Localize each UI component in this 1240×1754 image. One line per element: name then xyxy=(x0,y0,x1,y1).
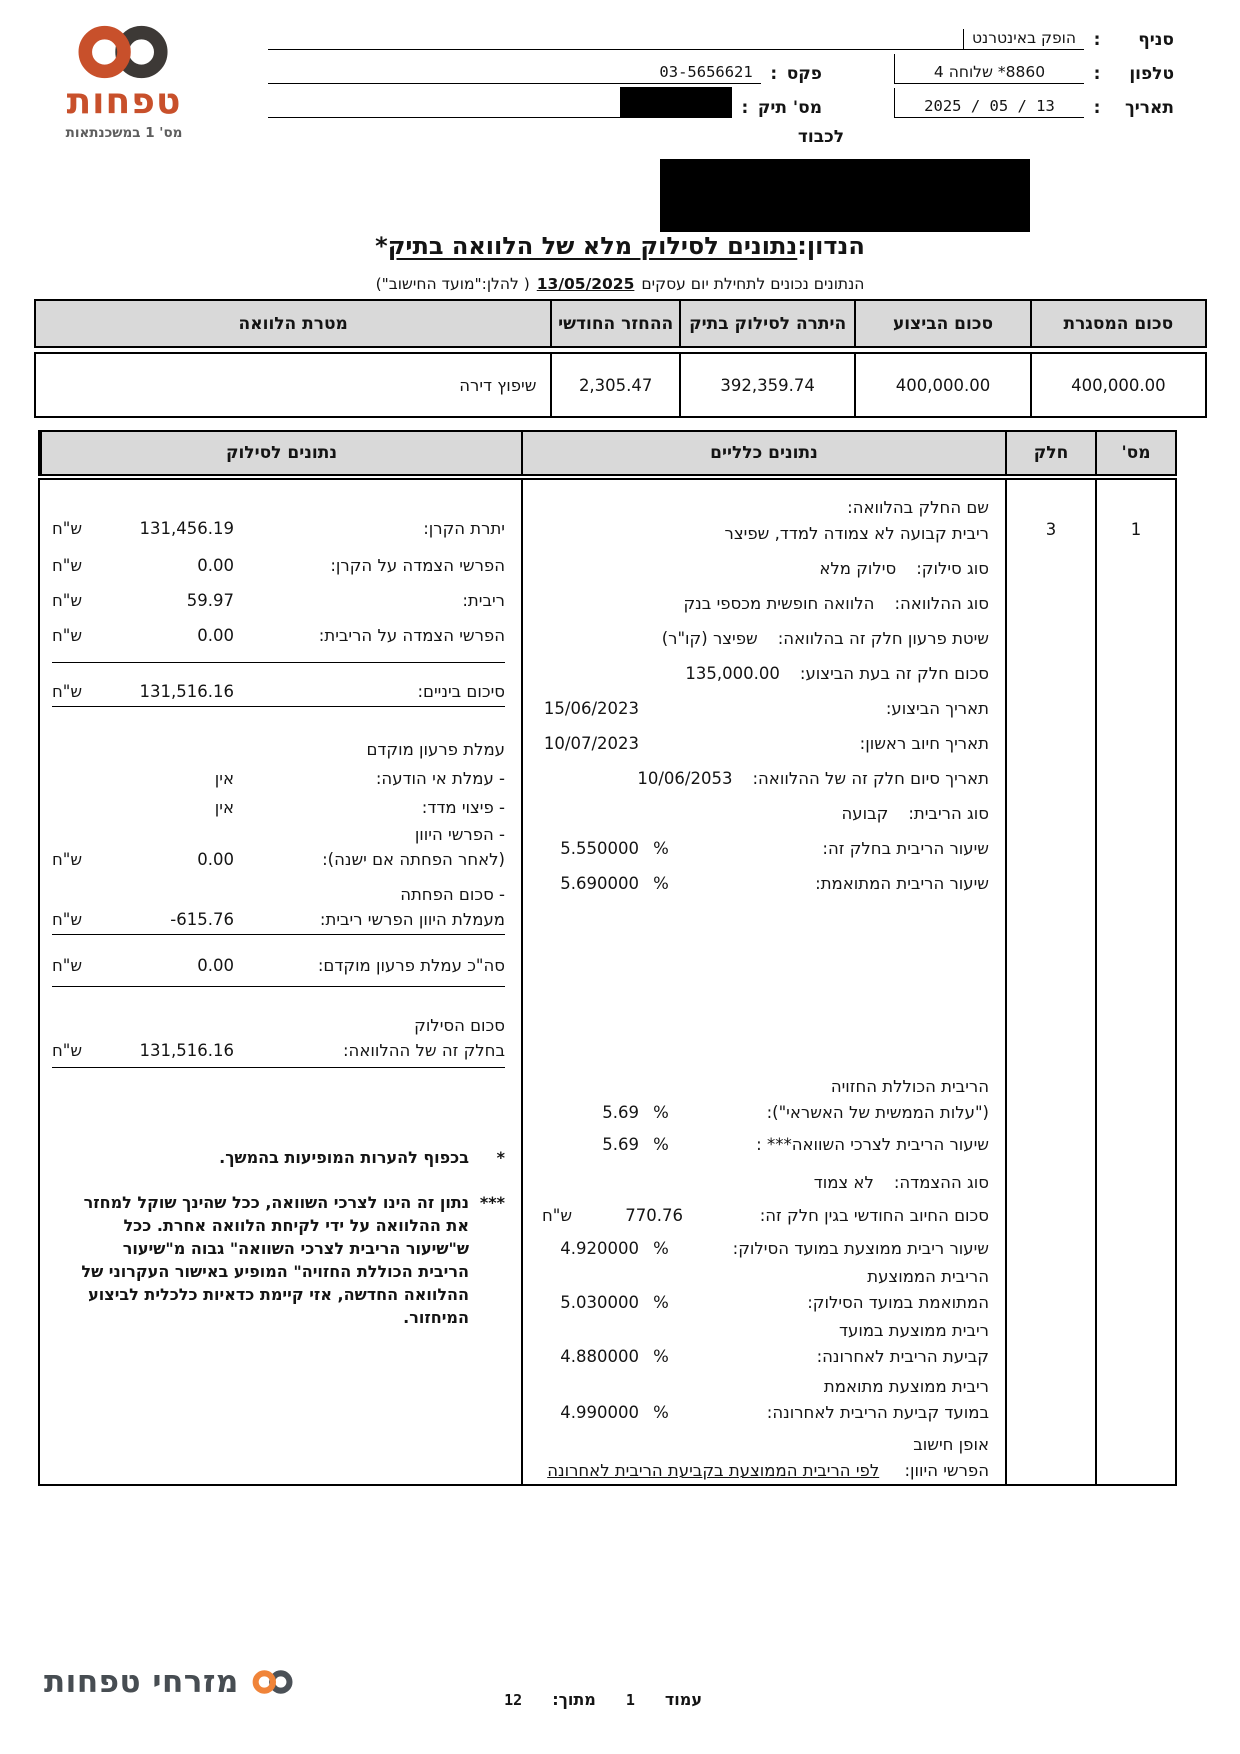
footer-bank-name: מזרחי טפחות xyxy=(44,1664,239,1700)
header-loan-purpose: מטרת הלוואה xyxy=(238,313,348,334)
header-frame-amount: סכום המסגרת xyxy=(1030,301,1205,346)
fax-value: 03-5656621 xyxy=(659,63,753,81)
branch-row: סניף : הופק באינטרנט xyxy=(268,16,1174,50)
row-subtotal: סיכום ביניים: 131,516.16 ש"ח xyxy=(52,679,505,707)
infinity-logo-icon xyxy=(65,22,183,82)
header-settlement-data: נתונים לסילוק xyxy=(40,432,521,474)
calculation-date-line: הנתונים נכונים לתחילת יום עסקים13/05/2025( להלן:"מועד החישוב") xyxy=(375,275,865,293)
phone-fax-row: טלפון : 8860* שלוחה 4 פקס : 03-5656621 xyxy=(268,50,1174,84)
row-loan-type: סוג ההלוואה: הלוואה חופשית מכספי בנק xyxy=(683,594,989,613)
row-average-interest-settlement: שיעור ריבית ממוצעת במועד הסילוק: % 4.920000 xyxy=(560,1239,989,1258)
row-linkage-type: סוג ההצמדה: לא צמוד xyxy=(813,1173,989,1192)
tefahot-logo xyxy=(56,22,192,141)
value-monthly-payment: 2,305.47 xyxy=(550,354,679,416)
header-monthly-payment: ההחזר החודשי xyxy=(550,301,679,346)
row-repayment-method: שיטת פרעון חלק זה בהלוואה: שפיצר (קו"ר) xyxy=(661,629,989,648)
loan-number-cell: 1 xyxy=(1095,480,1175,1484)
row-execution-date: תאריך הביצוע: 15/06/2023 xyxy=(543,699,989,718)
value-frame-amount: 400,000.00 xyxy=(1030,354,1205,416)
row-interest-type: סוג הריבית: קבועה xyxy=(841,804,989,823)
page-label: עמוד xyxy=(664,1690,702,1709)
row-fee-reduction: - סכום הפחתה מעמלת היוון הפרשי ריבית: -615.76 ש"ח xyxy=(52,882,505,935)
of-label: מתוך: xyxy=(552,1690,596,1709)
total-pages: 12 xyxy=(504,1691,523,1709)
header-number: מס' xyxy=(1095,432,1175,474)
row-executed-amount: סכום חלק זה בעת הביצוע: 135,000.00 xyxy=(685,664,989,683)
branch-value: הופק באינטרנט xyxy=(963,29,1084,49)
to-label: לכבוד xyxy=(797,127,844,147)
general-column-gap xyxy=(535,906,989,1074)
logo-wordmark: טפחות xyxy=(66,81,182,122)
header-balance: היתרה לסילוק בתיק xyxy=(679,301,854,346)
row-index-compensation: - פיצוי מדד: אין xyxy=(214,798,505,817)
file-number-redaction xyxy=(620,87,732,117)
loan-part-cell: 3 xyxy=(1005,480,1095,1484)
row-first-charge-date: תאריך חיוב ראשון: 10/07/2023 xyxy=(543,734,989,753)
page-indicator xyxy=(452,1690,702,1709)
recipient-redaction xyxy=(660,159,1030,232)
row-no-notice-fee: - עמלת אי הודעה: אין xyxy=(214,769,505,788)
value-loan-purpose: שיפוץ דירה xyxy=(459,375,537,395)
header-executed-amount: סכום הביצוע xyxy=(854,301,1029,346)
row-interest-linkage: הפרשי הצמדה על הריבית: 0.00 ש"ח xyxy=(52,623,505,663)
row-capitalization-differences: - הפרשי היוון (לאחר הפחתה אם ישנה): 0.00 ש"ח xyxy=(52,825,505,869)
file-number-field xyxy=(268,87,732,118)
row-prepayment-fee-title: עמלת פרעון מוקדם xyxy=(366,740,505,759)
page-number: 1 xyxy=(625,1691,635,1709)
value-executed-amount: 400,000.00 xyxy=(854,354,1029,416)
summary-table-header xyxy=(34,299,1207,348)
note-subject-to-comments: * בכפוף להערות המופיעות בהמשך. xyxy=(219,1148,505,1167)
date-file-row: תאריך : 13 / 05 / 2025 מס' תיק : xyxy=(268,84,1174,118)
mizrahi-tefahot-footer-logo xyxy=(44,1664,299,1700)
summary-table-values xyxy=(34,352,1207,418)
value-balance: 392,359.74 xyxy=(679,354,854,416)
notes-block xyxy=(52,1146,505,1329)
row-projected-total-interest: הריבית הכוללת החזויה ("עלות הממשית של האשראי"): % 5.69 xyxy=(602,1077,989,1122)
fax-field xyxy=(268,53,761,84)
row-total-prepayment-fee: סה"כ עמלת פרעון מוקדם: 0.00 ש"ח xyxy=(52,953,505,987)
details-table-header xyxy=(38,430,1177,476)
row-average-adjusted-at-last-fixing: ריבית ממוצעת מתואמת במועד קביעת הריבית לאחרונה: % 4.990000 xyxy=(560,1377,989,1422)
page-title: הנדון:נתונים לסילוק מלא של הלוואה בתיק* xyxy=(375,232,865,260)
calculation-date: 13/05/2025 xyxy=(536,275,635,293)
file-number-label: מס' תיק xyxy=(757,98,822,118)
branch-field xyxy=(268,19,1084,50)
logo-tagline: מס' 1 במשכנתאות xyxy=(65,125,183,141)
document-header xyxy=(268,16,1174,147)
header-part: חלק xyxy=(1005,432,1095,474)
row-settlement-amount: סכום הסילוק בחלק זה של ההלוואה: 131,516.16 ש"ח xyxy=(52,1013,505,1068)
date-value: 13 / 05 / 2025 xyxy=(894,88,1084,118)
settlement-data-column xyxy=(40,480,521,1484)
phone-value: 8860* שלוחה 4 xyxy=(894,54,1084,84)
header-general-data: נתונים כלליים xyxy=(521,432,1005,474)
phone-label: טלפון xyxy=(1129,64,1174,84)
date-label: תאריך xyxy=(1124,98,1174,118)
row-part-name: שם החלק בהלוואה: ריבית קבועה לא צמודה למדד, שפיצר xyxy=(724,498,989,543)
row-average-adjusted-settlement: הריבית הממוצעת המתואמת במועד הסילוק: % 5.030000 xyxy=(560,1267,989,1312)
row-monthly-charge: סכום החיוב החודשי בגין חלק זה: 770.76 ש"ח xyxy=(541,1206,989,1225)
row-average-at-last-fixing: ריבית ממוצעת במועד קביעת הריבית לאחרונה: % 4.880000 xyxy=(560,1321,989,1366)
details-table-body xyxy=(38,478,1177,1486)
row-principal-linkage: הפרשי הצמדה על הקרן: 0.00 ש"ח xyxy=(52,556,505,575)
row-principal-balance: יתרת הקרן: 131,456.19 ש"ח xyxy=(52,519,505,538)
note-comparison-disclaimer: *** נתון זה הינו לצרכי השוואה, ככל שהינך שוקל למחזר את ההלוואה על ידי לקיחת הלוואה אחרת. ככל ש"שיעור הריבית לצרכי השוואה" גבוה מ"שיעור הריבית הכוללת החזויה" המופיע באישור העקרוני של ההלוואה החדשה, אזי קיימת כדאיות כלכלית לביצוע המיחזור. xyxy=(81,1193,505,1327)
branch-label: סניף xyxy=(1138,30,1174,50)
row-comparison-interest: שיעור הריבית לצרכי השוואה*** : % 5.69 xyxy=(602,1135,989,1154)
general-data-column xyxy=(521,480,1005,1484)
row-interest-rate: שיעור הריבית בחלק זה: % 5.550000 xyxy=(560,839,989,858)
row-settlement-type: סוג סילוק: סילוק מלא xyxy=(819,559,989,578)
row-capitalization-method: אופן חישוב הפרשי היוון: לפי הריבית הממוצעת בקביעת הריבית לאחרונה xyxy=(547,1435,989,1480)
row-interest: ריבית: 59.97 ש"ח xyxy=(52,591,505,610)
row-adjusted-interest-rate: שיעור הריבית המתואמת: % 5.690000 xyxy=(560,874,989,893)
fax-label: פקס xyxy=(786,64,822,84)
infinity-logo-icon xyxy=(247,1667,299,1697)
row-end-date: תאריך סיום חלק זה של ההלוואה: 10/06/2053 xyxy=(637,769,989,788)
